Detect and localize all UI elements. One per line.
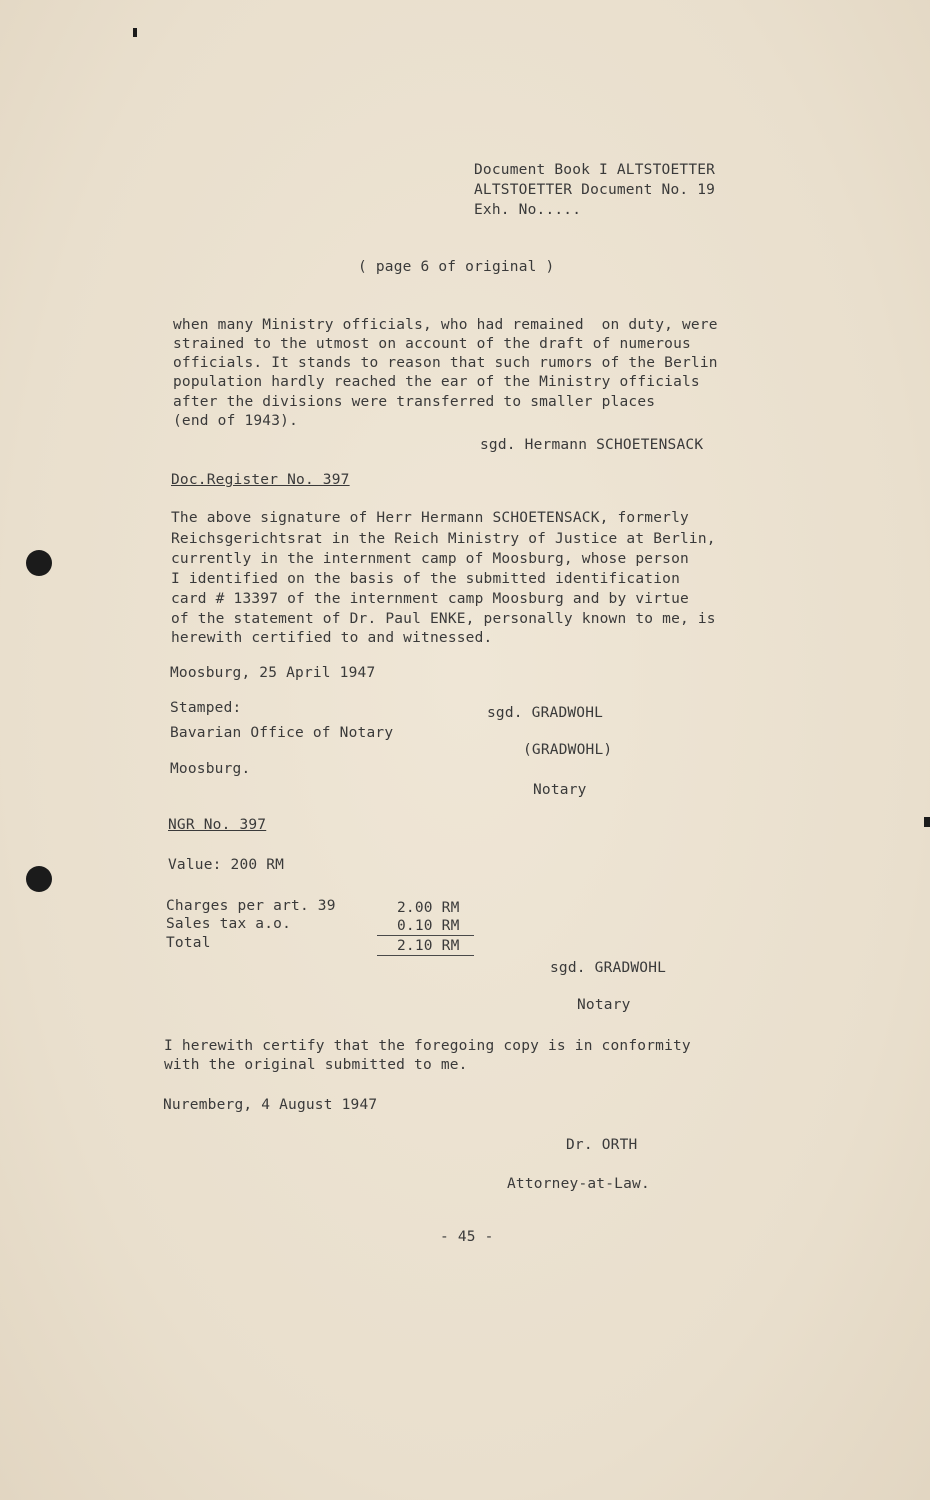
para2-line-7: herewith certified to and witnessed.: [171, 630, 493, 646]
total-rule-1: [377, 935, 474, 936]
para2-line-4: I identified on the basis of the submitted identification: [171, 571, 680, 587]
notary-name: (GRADWOHL): [523, 742, 613, 758]
header-line-1: Document Book I ALTSTOETTER: [474, 162, 716, 178]
para2-line-2: Reichsgerichtsrat in the Reich Ministry of Justice at Berlin,: [171, 531, 716, 547]
para1-line-6: (end of 1943).: [173, 413, 299, 429]
stamp-office: Bavarian Office of Notary: [170, 725, 394, 741]
header-line-2: ALTSTOETTER Document No. 19: [474, 182, 716, 198]
doc-register-heading: Doc.Register No. 397: [171, 472, 350, 488]
second-notary-title: Notary: [577, 997, 631, 1013]
para2-line-1: The above signature of Herr Hermann SCHOETENSACK, formerly: [171, 510, 689, 526]
place-date-nuremberg: Nuremberg, 4 August 1947: [163, 1097, 378, 1113]
para2-line-3: currently in the internment camp of Moosburg, whose person: [171, 551, 689, 567]
certify-line-2: with the original submitted to me.: [164, 1057, 468, 1073]
ngr-number: NGR No. 397: [168, 817, 267, 833]
page-note: ( page 6 of original ): [358, 259, 555, 275]
para1-line-1: when many Ministry officials, who had remained on duty, were: [173, 317, 718, 333]
notary-signature: sgd. GRADWOHL: [487, 705, 604, 721]
para1-line-3: officials. It stands to reason that such rumors of the Berlin: [173, 355, 718, 371]
notary-title: Notary: [533, 782, 587, 798]
para1-line-5: after the divisions were transferred to smaller places: [173, 394, 656, 410]
para2-line-5: card # 13397 of the internment camp Moosburg and by virtue: [171, 591, 689, 607]
second-notary-signature: sgd. GRADWOHL: [550, 960, 667, 976]
para2-line-6: of the statement of Dr. Paul ENKE, personally known to me, is: [171, 611, 716, 627]
punch-hole-bottom: [26, 866, 52, 892]
total-rule-2: [377, 955, 474, 956]
certify-line-1: I herewith certify that the foregoing copy is in conformity: [164, 1038, 691, 1054]
para1-line-4: population hardly reached the ear of the Ministry officials: [173, 374, 700, 390]
para1-line-2: strained to the utmost on account of the draft of numerous: [173, 336, 691, 352]
edge-mark: [924, 817, 930, 827]
place-date-moosburg: Moosburg, 25 April 1947: [170, 665, 376, 681]
charges-amount: 2.00 RM: [397, 900, 460, 916]
punch-hole-top: [26, 550, 52, 576]
sales-tax-amount: 0.10 RM: [397, 918, 460, 934]
header-line-3: Exh. No.....: [474, 202, 582, 218]
total-amount: 2.10 RM: [397, 938, 460, 954]
total-label: Total: [166, 935, 211, 951]
attorney-name: Dr. ORTH: [566, 1137, 638, 1153]
stamped-label: Stamped:: [170, 700, 242, 716]
page-number: - 45 -: [440, 1229, 494, 1245]
signature-schoetensack: sgd. Hermann SCHOETENSACK: [480, 437, 704, 453]
charges-label: Charges per art. 39: [166, 898, 336, 914]
value-line: Value: 200 RM: [168, 857, 285, 873]
sales-tax-label: Sales tax a.o.: [166, 916, 292, 932]
stamp-place: Moosburg.: [170, 761, 251, 777]
ink-mark: [133, 28, 137, 37]
attorney-title: Attorney-at-Law.: [507, 1176, 650, 1192]
